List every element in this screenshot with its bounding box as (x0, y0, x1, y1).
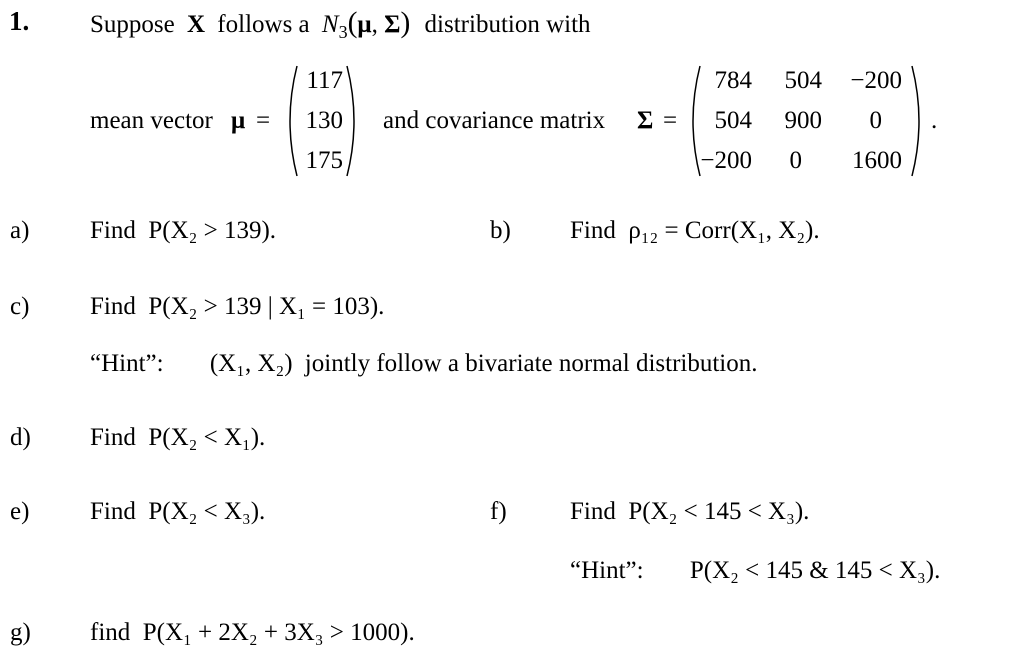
part-c-label: c) (10, 293, 30, 320)
problem-number: 1. (9, 6, 30, 36)
part-a-label: a) (10, 217, 30, 244)
mean-value-1: 117 (306, 67, 343, 94)
part-c-hint (90, 351, 758, 376)
cov-cell-3-2: 0 (789, 147, 802, 174)
part-c-hint-label: “Hint”: (90, 350, 164, 377)
part-c-hint-expression: (X₁, X₂) (209, 350, 293, 377)
cov-cell-2-3: 0 (869, 107, 882, 134)
mu-param: μ (357, 11, 372, 38)
part-g-find: find (90, 619, 131, 646)
part-e-question (90, 499, 265, 524)
part-d-expression: P(X₂ < X₁). (148, 424, 266, 451)
normal-N-subscript: 3 (338, 21, 348, 42)
mean-vector-matrix (283, 62, 363, 180)
part-f-label: f) (490, 498, 507, 525)
part-c-expression: P(X₂ > 139 | X₁ = 103). (148, 293, 385, 320)
statement-period: . (931, 107, 938, 134)
cov-cell-1-2: 504 (784, 67, 822, 94)
part-d-find: Find (90, 424, 136, 451)
mean-value-2: 130 (305, 107, 343, 134)
cov-cell-1-1: 784 (714, 67, 752, 94)
part-d-question (90, 425, 265, 450)
part-a-question (90, 218, 276, 243)
part-g-label: g) (10, 619, 31, 646)
mean-vector-label: mean vector (90, 107, 213, 134)
part-b-expression: ρ₁₂ = Corr(X₁, X₂). (628, 217, 820, 244)
part-g-expression: P(X₁ + 2X₂ + 3X₃ > 1000). (142, 619, 415, 646)
part-a-expression: P(X₂ > 139). (148, 217, 277, 244)
cov-matrix-label: and covariance matrix (383, 107, 606, 134)
cov-cell-2-2: 900 (784, 107, 822, 134)
part-f-find: Find (570, 498, 616, 525)
suppose-word: Suppose (90, 11, 175, 38)
part-d-label: d) (10, 424, 31, 451)
part-b-label: b) (490, 217, 511, 244)
follows-a-text: follows a (217, 11, 310, 38)
part-c-question (90, 294, 384, 319)
part-c-hint-text: jointly follow a bivariate normal distribution. (304, 350, 758, 377)
part-f-hint-label: “Hint”: (570, 557, 644, 584)
mean-value-3: 175 (305, 147, 343, 174)
part-b-question (570, 218, 820, 243)
normal-N: N (321, 11, 339, 38)
mu-symbol: μ (231, 107, 246, 134)
sigma-param: Σ (384, 11, 401, 38)
part-b-find: Find (570, 217, 616, 244)
cov-cell-3-3: 1600 (852, 147, 902, 174)
problem-statement: Suppose X follows a $N_3(\mu$, Σ) distribution with (90, 7, 591, 42)
cov-cell-1-3: −200 (850, 67, 902, 94)
cov-cell-2-1: 504 (714, 107, 752, 134)
cov-cell-3-1: −200 (700, 147, 752, 174)
random-vector-X: X (186, 11, 206, 38)
sigma-symbol: Σ (637, 107, 654, 134)
part-f-hint-expression: P(X₂ < 145 & 145 < X₃). (689, 557, 941, 584)
part-e-expression: P(X₂ < X₃). (148, 498, 266, 525)
equals-sign-sigma: = (663, 107, 678, 134)
part-e-find: Find (90, 498, 136, 525)
distribution-with-text: distribution with (424, 11, 591, 38)
equals-sign-mu: = (256, 107, 271, 134)
covariance-matrix (686, 62, 926, 180)
part-e-label: e) (10, 498, 30, 525)
part-g-question (90, 620, 415, 645)
part-f-hint (570, 558, 940, 583)
part-a-find: Find (90, 217, 136, 244)
part-f-question (570, 499, 809, 524)
part-f-expression: P(X₂ < 145 < X₃). (628, 498, 810, 525)
part-c-find: Find (90, 293, 136, 320)
